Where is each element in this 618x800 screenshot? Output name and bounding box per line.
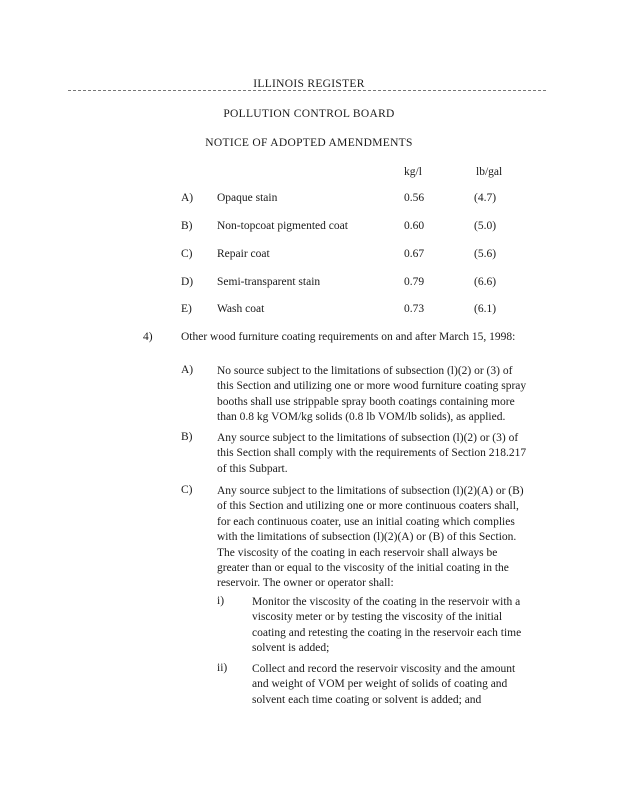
row-name: Non-topcoat pigmented coat	[217, 220, 348, 232]
notice-title: NOTICE OF ADOPTED AMENDMENTS	[205, 137, 413, 149]
row-kg-value: 0.56	[404, 192, 425, 204]
item-a-label: A)	[181, 364, 194, 376]
row-label: A)	[181, 192, 194, 204]
paragraph-line: this Section and utilizing one or more wood furniture coating spray	[217, 380, 527, 393]
paragraph-line: greater than or equal to the viscosity of the initial coating in the	[217, 562, 509, 575]
paragraph-line: than 0.8 kg VOM/kg solids (0.8 lb VOM/lb solids), as applied.	[217, 411, 506, 424]
item-b-label: B)	[181, 431, 193, 443]
row-lb-value: (6.1)	[474, 303, 497, 315]
paragraph-line: this Section shall comply with the requirements of Section 218.217	[217, 447, 527, 460]
subitem-i-paragraph	[252, 595, 521, 657]
paragraph-line: solvent each time coating or solvent is added; and	[252, 693, 482, 706]
board-title: POLLUTION CONTROL BOARD	[223, 108, 395, 120]
paragraph-line: viscosity meter or by testing the viscosity of the initial	[252, 611, 503, 624]
item-b-paragraph	[217, 431, 526, 477]
item-a-paragraph	[217, 364, 526, 426]
section-4-text: Other wood furniture coating requirements on and after March 15, 1998:	[181, 331, 516, 343]
column-header-kg: kg/l	[404, 166, 422, 178]
register-title: ILLINOIS REGISTER	[253, 78, 365, 90]
row-lb-value: (4.7)	[474, 192, 497, 204]
row-kg-value: 0.60	[404, 220, 425, 232]
paragraph-line: booths shall use strippable spray booth coatings containing more	[217, 395, 515, 408]
paragraph-line: Any source subject to the limitations of subsection (l)(2)(A) or (B)	[217, 485, 524, 497]
paragraph-line: Collect and record the reservoir viscosity and the amount	[252, 663, 516, 675]
paragraph-line: for each continuous coater, use an initial coating which complies	[217, 515, 515, 528]
header-rule	[68, 90, 546, 91]
paragraph-line: coating and retesting the coating in the reservoir each time	[252, 626, 522, 639]
row-kg-value: 0.79	[404, 276, 425, 288]
row-lb-value: (6.6)	[474, 276, 497, 288]
column-header-lb: lb/gal	[476, 166, 503, 178]
item-c-paragraph	[217, 484, 524, 592]
row-lb-value: (5.0)	[474, 220, 497, 232]
paragraph-line: with the limitations of subsection (l)(2)(A) or (B) of this Section.	[217, 531, 517, 544]
paragraph-line: Monitor the viscosity of the coating in the reservoir with a	[252, 596, 521, 608]
item-c-label: C)	[181, 484, 193, 496]
subitem-i-label: i)	[217, 595, 225, 607]
paragraph-line: Any source subject to the limitations of subsection (l)(2) or (3) of	[217, 432, 519, 444]
row-lb-value: (5.6)	[474, 248, 497, 260]
row-name: Opaque stain	[217, 192, 278, 204]
subitem-ii-paragraph	[252, 662, 515, 708]
section-4-label: 4)	[143, 331, 153, 343]
row-name: Wash coat	[217, 303, 265, 315]
row-label: B)	[181, 220, 193, 232]
paragraph-line: and weight of VOM per weight of solids of coating and	[252, 678, 508, 691]
row-kg-value: 0.67	[404, 248, 425, 260]
paragraph-line: of this Subpart.	[217, 462, 288, 475]
paragraph-line: reservoir. The owner or operator shall:	[217, 577, 394, 590]
row-kg-value: 0.73	[404, 303, 425, 315]
paragraph-line: No source subject to the limitations of subsection (l)(2) or (3) of	[217, 365, 513, 377]
row-name: Semi-transparent stain	[217, 276, 321, 288]
row-name: Repair coat	[217, 248, 270, 260]
row-label: C)	[181, 248, 193, 260]
row-label: D)	[181, 276, 194, 288]
row-label: E)	[181, 303, 192, 315]
paragraph-line: The viscosity of the coating in each reservoir shall always be	[217, 546, 498, 559]
paragraph-line: of this Section and utilizing one or more continuous coaters shall,	[217, 500, 519, 513]
subitem-ii-label: ii)	[217, 662, 228, 674]
paragraph-line: solvent is added;	[252, 642, 330, 655]
